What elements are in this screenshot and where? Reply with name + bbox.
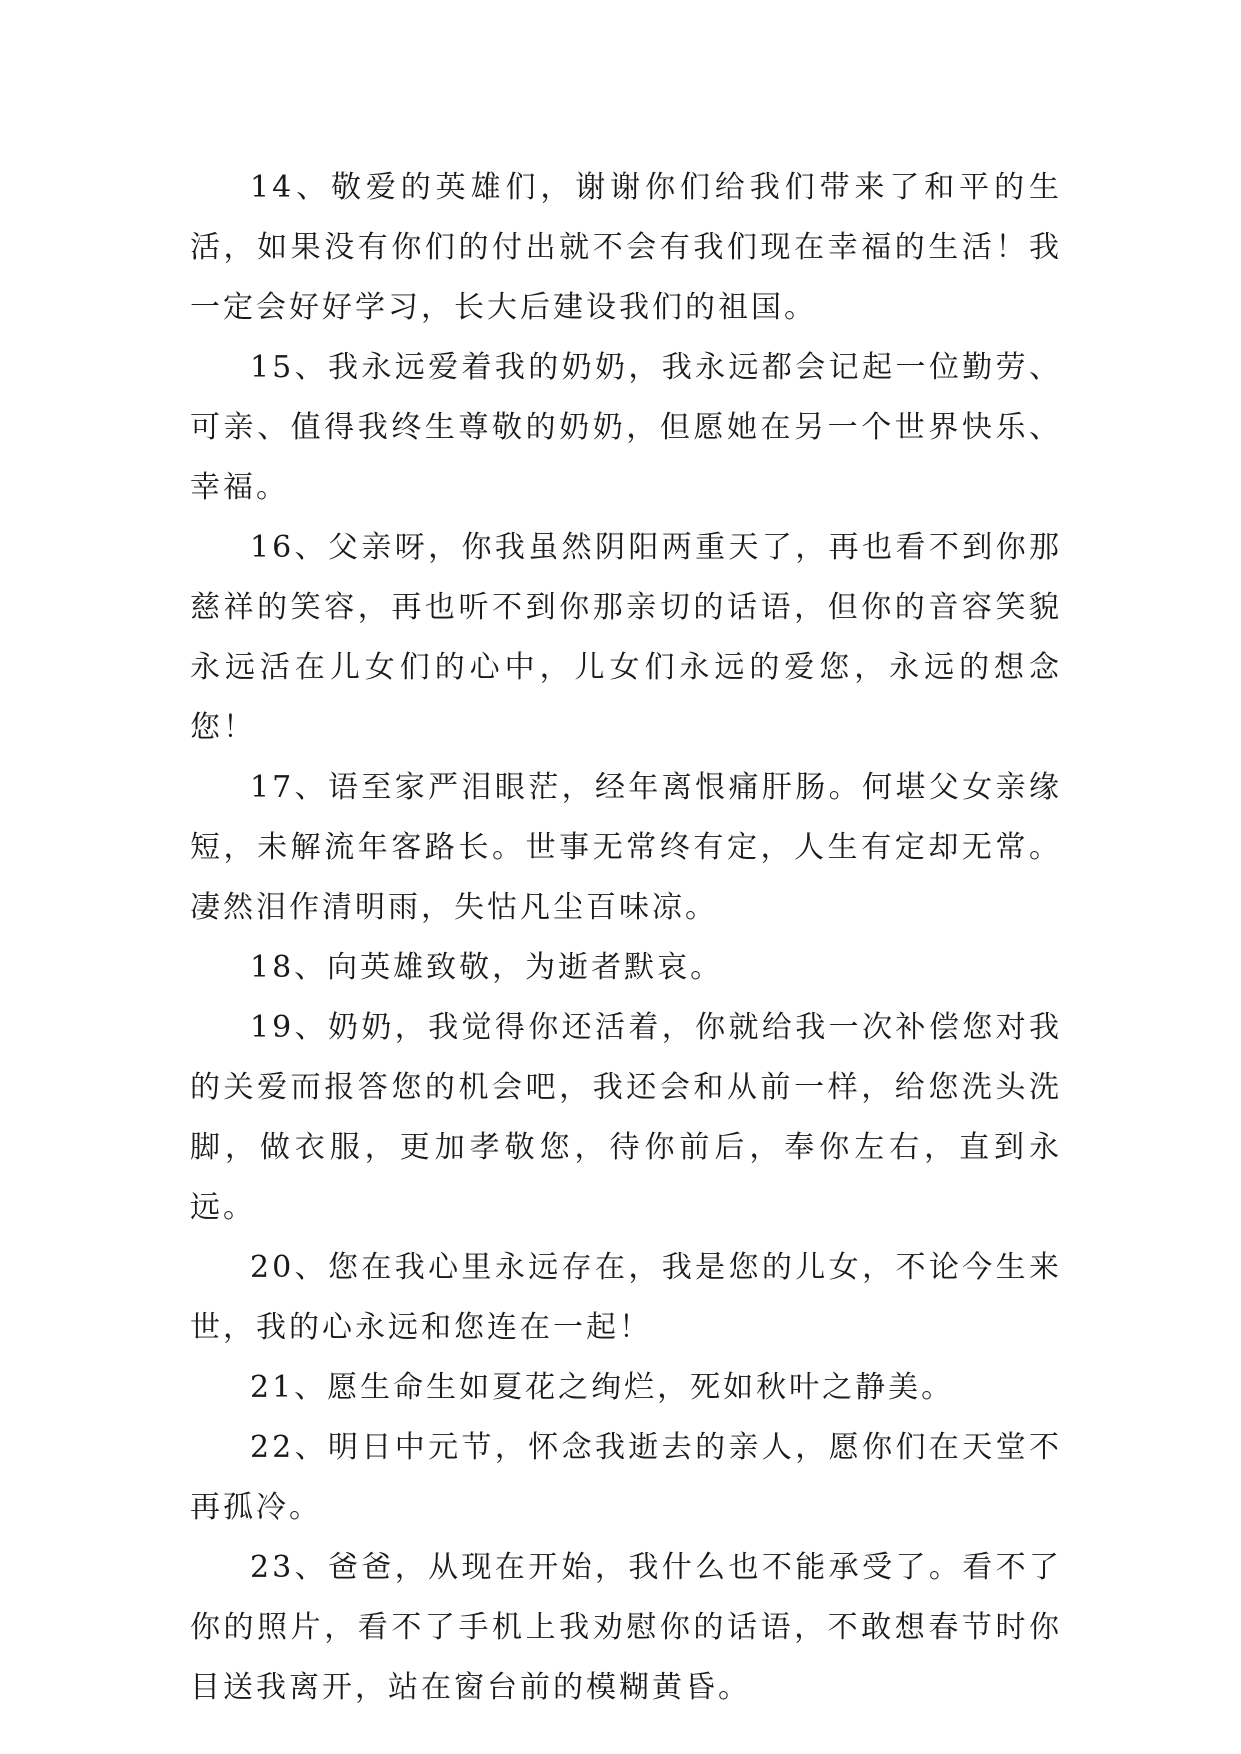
paragraph-17: 17、语至家严泪眼茫，经年离恨痛肝肠。何堪父女亲缘短，未解流年客路长。世事无常终有定，人生有定却无常。凄然泪作清明雨，失怙凡尘百味凉。 [190,770,1062,925]
document-body [190,158,1062,1718]
paragraph-22: 22、明日中元节，怀念我逝去的亲人，愿你们在天堂不再孤冷。 [190,1430,1062,1525]
paragraph-19: 19、奶奶，我觉得你还活着，你就给我一次补偿您对我的关爱而报答您的机会吧，我还会和从前一样，给您洗头洗脚，做衣服，更加孝敬您，待你前后，奉你左右，直到永远。 [190,1010,1062,1225]
paragraph-21: 21、愿生命生如夏花之绚烂，死如秋叶之静美。 [250,1370,955,1405]
paragraph-20: 20、您在我心里永远存在，我是您的儿女，不论今生来世，我的心永远和您连在一起！ [190,1250,1062,1345]
paragraph-16: 16、父亲呀，你我虽然阴阳两重天了，再也看不到你那慈祥的笑容，再也听不到你那亲切的话语，但你的音容笑貌永远活在儿女们的心中，儿女们永远的爱您，永远的想念您！ [190,530,1062,745]
paragraph-15: 15、我永远爱着我的奶奶，我永远都会记起一位勤劳、可亲、值得我终生尊敬的奶奶，但愿她在另一个世界快乐、幸福。 [190,350,1062,505]
paragraph-14: 14、敬爱的英雄们，谢谢你们给我们带来了和平的生活，如果没有你们的付出就不会有我们现在幸福的生活！我一定会好好学习，长大后建设我们的祖国。 [190,170,1062,325]
paragraph-23: 23、爸爸，从现在开始，我什么也不能承受了。看不了你的照片，看不了手机上我劝慰你的话语，不敢想春节时你目送我离开，站在窗台前的模糊黄昏。 [190,1550,1062,1705]
paragraph-18: 18、向英雄致敬，为逝者默哀。 [250,950,724,985]
